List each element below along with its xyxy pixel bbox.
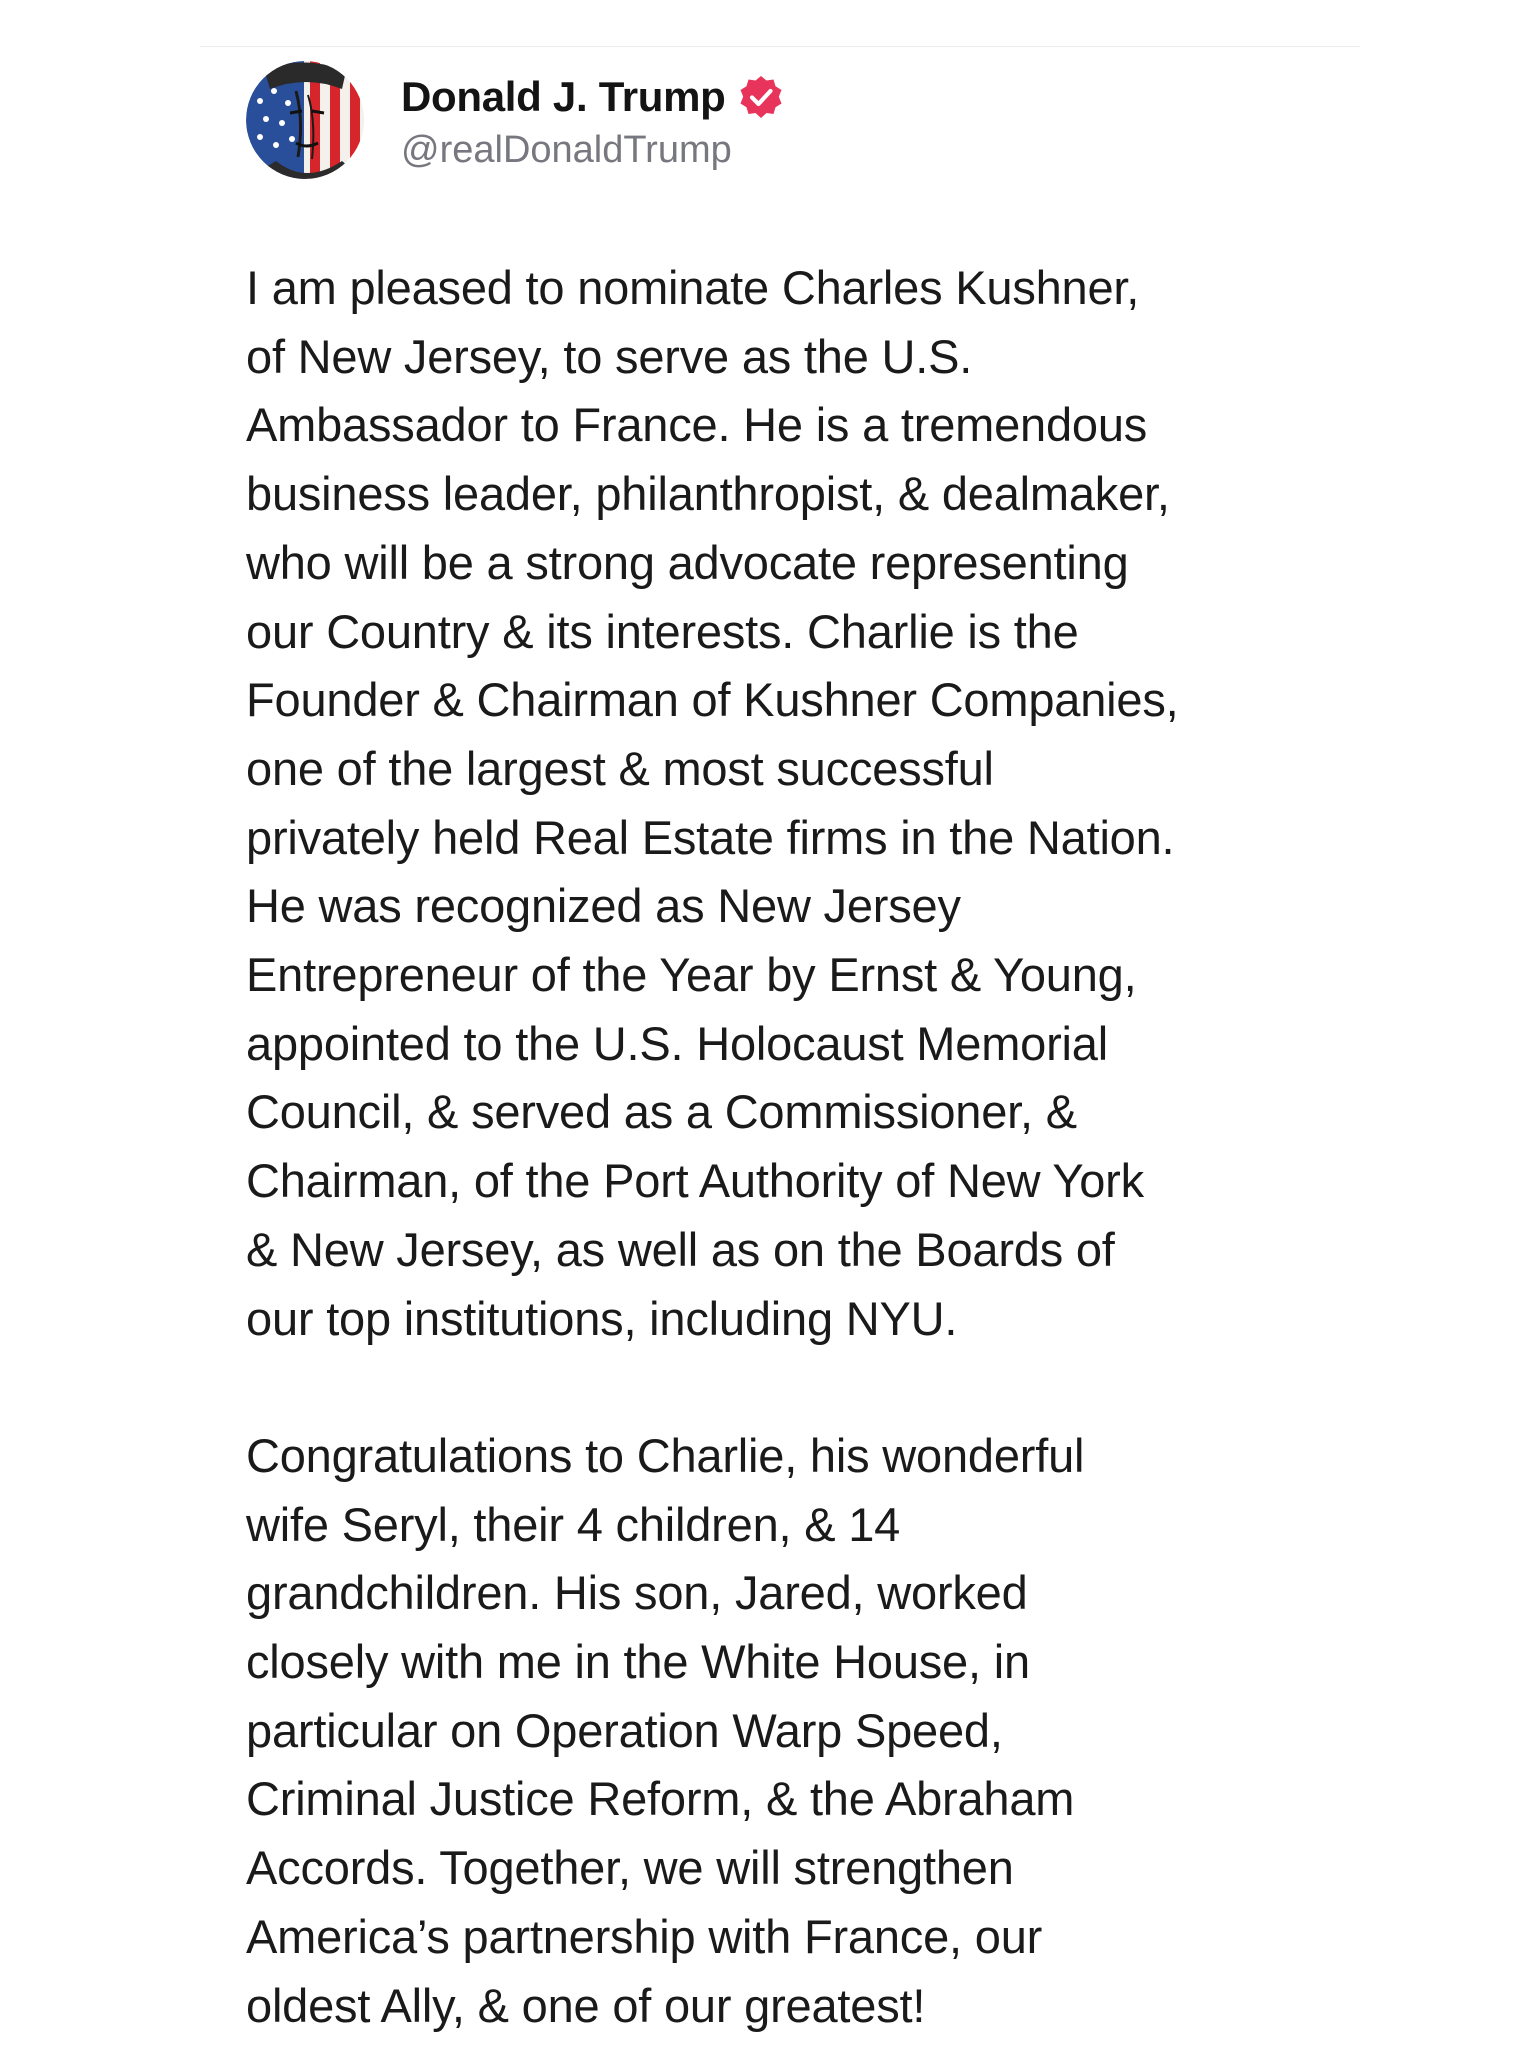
post-text-line: He was recognized as New Jersey: [246, 879, 961, 933]
post-text-line: & New Jersey, as well as on the Boards of: [246, 1222, 1115, 1276]
post-text-line: I am pleased to nominate Charles Kushner,: [246, 261, 1140, 314]
post-text-line: particular on Operation Warp Speed,: [246, 1703, 1003, 1757]
author-display-name[interactable]: Donald J. Trump: [401, 72, 726, 120]
post-text-line: one of the largest & most successful: [246, 741, 994, 795]
post-text-line: Criminal Justice Reform, & the Abraham: [246, 1772, 1075, 1826]
post-text-line: closely with me in the White House, in: [246, 1635, 1030, 1689]
post-text-line: our Country & its interests. Charlie is the: [246, 604, 1079, 658]
avatar[interactable]: [246, 61, 364, 179]
post-text-line: Accords. Together, we will strengthen: [246, 1841, 1014, 1895]
post-text-line: who will be a strong advocate representing: [246, 535, 1129, 589]
avatar-portrait-image: [246, 61, 364, 179]
top-divider: [200, 46, 1360, 47]
name-row: [401, 69, 784, 125]
post-body: [246, 254, 1366, 2040]
post-text-line: grandchildren. His son, Jared, worked: [246, 1566, 1028, 1620]
post-paragraph: [246, 1422, 1366, 2040]
post-text-line: America’s partnership with France, our: [246, 1909, 1043, 1963]
post-text-line: wife Seryl, their 4 children, & 14: [246, 1497, 901, 1551]
post-text-line: Ambassador to France. He is a tremendous: [246, 398, 1148, 452]
post-text-line: Council, & served as a Commissioner, &: [246, 1085, 1077, 1139]
post-text-line: appointed to the U.S. Holocaust Memorial: [246, 1016, 1108, 1070]
post-text-line: Founder & Chairman of Kushner Companies,: [246, 673, 1179, 727]
post-text-line: oldest Ally, & one of our greatest!: [246, 1978, 926, 2032]
post-text-line: Congratulations to Charlie, his wonderful: [246, 1428, 1085, 1482]
author-handle[interactable]: @realDonaldTrump: [401, 128, 732, 171]
paragraph-spacer: [246, 1353, 1366, 1422]
post-text-line: of New Jersey, to serve as the U.S.: [246, 329, 973, 383]
author-identity: [401, 69, 784, 172]
post-text-line: Chairman, of the Port Authority of New York: [246, 1154, 1144, 1208]
post-card: [246, 60, 1366, 2040]
post-text-line: business leader, philanthropist, & dealmaker,: [246, 467, 1170, 521]
post-paragraph: [246, 254, 1366, 1353]
post-text-line: privately held Real Estate firms in the Nation.: [246, 810, 1175, 864]
post-text-line: Entrepreneur of the Year by Ernst & Young,: [246, 948, 1137, 1002]
verified-badge-icon: [738, 74, 784, 120]
post-header: [246, 60, 1366, 180]
post-text-line: our top institutions, including NYU.: [246, 1291, 958, 1345]
